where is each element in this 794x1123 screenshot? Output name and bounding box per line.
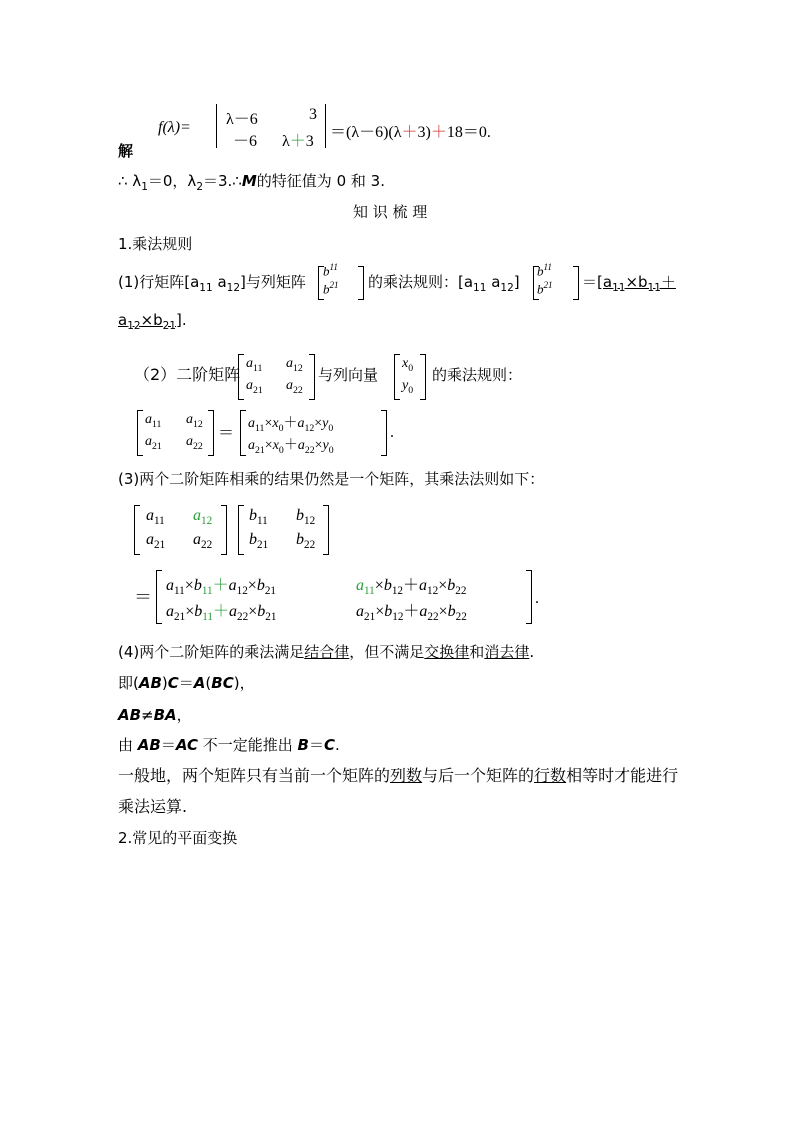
f3-b22: $b_{22}$ [296, 531, 316, 552]
assoc-law: 即(AB)C＝A(BC)， [118, 674, 255, 692]
col-b21: $b^{21}$ [323, 280, 339, 297]
col-b11: $b^{11}$ [323, 262, 338, 279]
noncommutative: AB≠BA， [118, 706, 192, 724]
f3r-row1: $a_{11}\times b_{11}+a_{12}\times b_{21}$ [166, 577, 277, 598]
f2-a12: $a_{12}$ [186, 412, 203, 430]
f3-a12: $a_{12}$ [193, 507, 213, 528]
rule-3: (3)两个二阶矩阵相乘的结果仍然是一个矩阵，其乘法法则如下： [118, 470, 545, 488]
y0: $y_0$ [402, 378, 414, 396]
rule-2-tail: 的乘法规则： [432, 366, 523, 384]
f-lambda: f(λ)= [158, 119, 191, 136]
rule-1-cont: 的乘法规则：[$a_{11}$ $a_{12}$] [368, 273, 520, 294]
f2r-right [381, 410, 387, 456]
rule-2-label: （2）二阶矩阵 [134, 365, 241, 384]
vec-right [420, 354, 426, 400]
no-cancellation: 由 AB＝AC 不一定能推出 B＝C. [118, 736, 340, 754]
f2-left [137, 410, 143, 456]
f3r-left [156, 570, 162, 624]
f2-a22: $a_{22}$ [186, 434, 203, 452]
a21: $a_{21}$ [246, 378, 263, 396]
det-m22: λ＋3 [282, 133, 314, 150]
f2r-row2: $a_{21}\times x_0+a_{22}\times y_0$ [248, 438, 334, 456]
col2-b11: $b^{11}$ [537, 262, 552, 279]
mat-a-right [309, 354, 315, 400]
f3-b-left [238, 505, 244, 555]
mat-a-left [238, 354, 244, 400]
f3r-row2-col2: $a_{21}\times b_{12}+a_{22}\times b_{22}$ [356, 603, 467, 624]
f2-a21: $a_{21}$ [145, 434, 162, 452]
col-bracket-right [358, 266, 364, 300]
rule-2-mid: 与列向量 [318, 366, 379, 384]
rule-1: (1)行矩阵[$a_{11}$ $a_{12}$]与列矩阵 [118, 273, 306, 294]
eigenvalue-line: ∴ $\lambda_1=0$，$\lambda_2=3.\therefore M$的特征值为 0 和 3. [118, 172, 385, 193]
heading-multiplication-rule: 1.乘法规则 [118, 235, 193, 253]
vec-left [394, 354, 400, 400]
f3-a22: $a_{22}$ [193, 531, 213, 552]
label-jie: 解 [118, 142, 134, 160]
f2-right [208, 410, 214, 456]
f2-a11: $a_{11}$ [145, 412, 162, 430]
f2-eq: ＝ [218, 425, 235, 442]
f3-b12: $b_{12}$ [296, 507, 316, 528]
f3-a21: $a_{21}$ [146, 531, 166, 552]
x0: $x_0$ [402, 356, 414, 374]
general-condition: 一般地，两个矩阵只有当前一个矩阵的列数与后一个矩阵的行数相等时才能进行 [118, 766, 679, 785]
rule-1-result-line2: $a_{12}\times b_{21}$]. [118, 311, 187, 332]
f3-a-right [221, 505, 227, 555]
col-bracket-right-2 [573, 266, 579, 300]
f3r-right [526, 570, 532, 624]
f3-dot: . [535, 590, 539, 607]
rule-1-result: $=[a_{11}\times b_{11}+$ [582, 273, 676, 294]
f3-a-left [134, 505, 140, 555]
a11: $a_{11}$ [246, 356, 263, 374]
f3-a11: $a_{11}$ [146, 507, 165, 528]
f3r-row1-col2: $a_{11}\times b_{12}+a_{12}\times b_{22}$ [356, 577, 467, 598]
f3-b11: $b_{11}$ [249, 507, 268, 528]
f2r-row1: $a_{11}\times x_0+a_{12}\times y_0$ [248, 416, 334, 434]
f3r-row2: $a_{21}\times b_{11}+a_{22}\times b_{21}$ [166, 603, 277, 624]
a22: $a_{22}$ [286, 378, 303, 396]
det-m11: λ－6 [226, 111, 258, 128]
a12: $a_{12}$ [286, 356, 303, 374]
section-title: 知 识 梳 理 [353, 203, 428, 221]
f3-eq: ＝ [134, 587, 152, 607]
det-m21: －6 [233, 133, 258, 150]
det-expansion: ＝(λ－6)(λ＋3)＋18＝0. [330, 124, 491, 141]
det-m12: 3 [309, 106, 317, 123]
heading-plane-transform: 2.常见的平面变换 [118, 829, 238, 847]
rule-4: (4)两个二阶矩阵的乘法满足结合律，但不满足交换律和消去律. [118, 643, 535, 661]
f3-b21: $b_{21}$ [249, 531, 269, 552]
f3-b-right [323, 505, 329, 555]
f2r-left [240, 410, 246, 456]
f2-dot: . [390, 424, 394, 441]
col2-b21: $b^{21}$ [537, 280, 553, 297]
general-condition-2: 乘法运算. [118, 797, 188, 816]
